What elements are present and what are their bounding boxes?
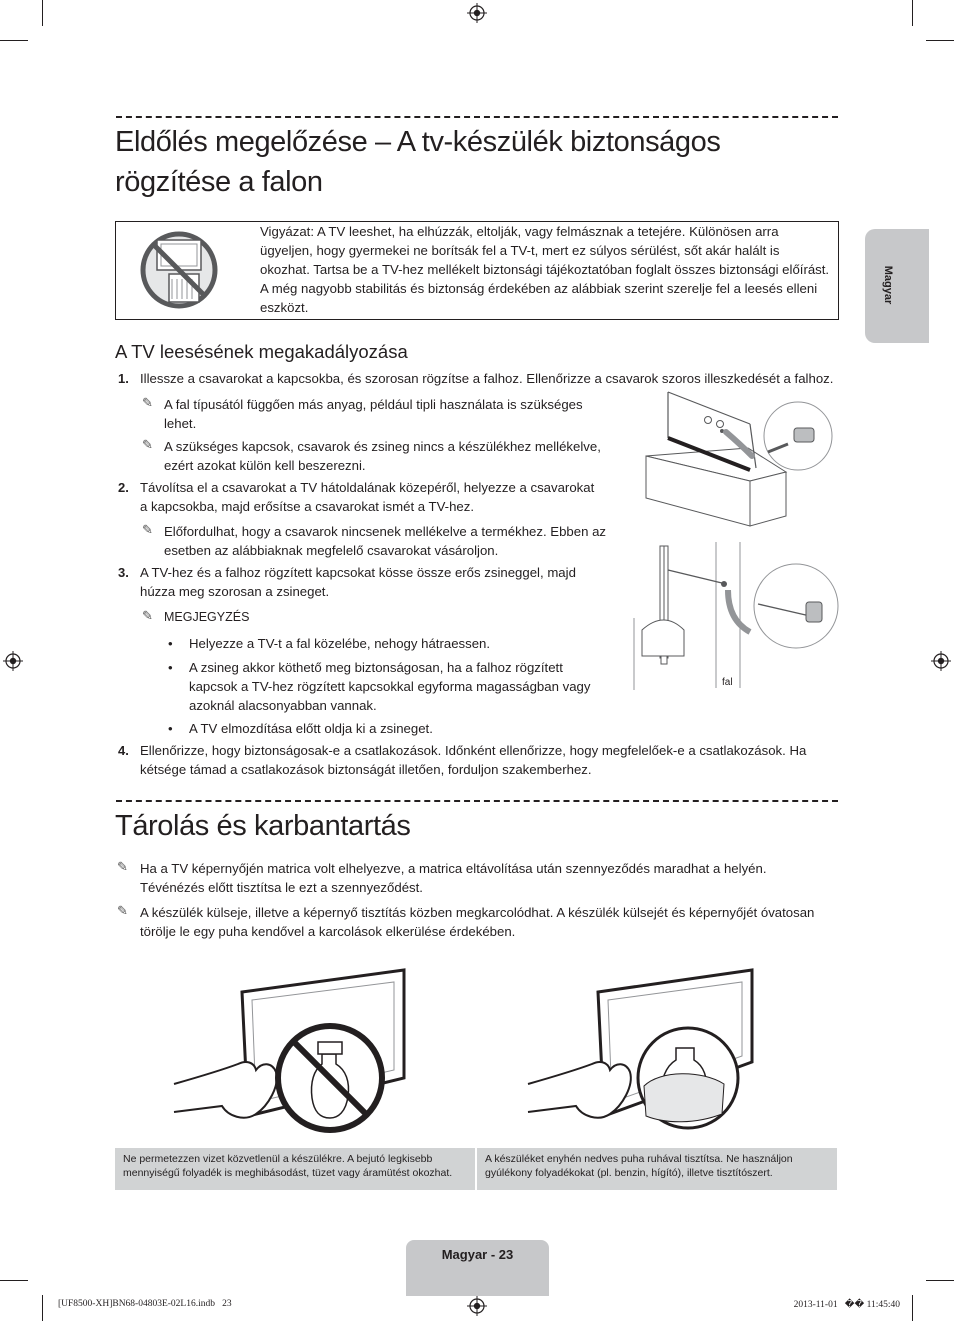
print-timestamp: 2013-11-01 �� 11:45:40 — [793, 1300, 900, 1310]
note-pencil-icon: ✎ — [117, 859, 128, 874]
section-divider — [116, 116, 838, 118]
language-side-tab — [865, 229, 929, 343]
crop-mark — [0, 40, 28, 41]
crop-mark — [926, 40, 954, 41]
note-text: Előfordulhat, hogy a csavarok nincsenek mellékelve a termékhez. Ebben az esetben az alábbiaknak megfelelő csavarokat vásároljon. — [164, 524, 607, 558]
subsection-title: A TV leesésének megakadályozása — [115, 341, 408, 362]
section-title: Tárolás és karbantartás — [115, 810, 411, 842]
language-side-tab-label: Magyar — [882, 265, 894, 305]
note-text: A készülék külseje, illetve a képernyő tisztítás közben megkarcolódhat. A készülék külsejét és képernyőjét óvatosan törölje le egy puha kendővel a karcolások elkerülése érdekében. — [140, 905, 815, 939]
note-text: A fal típusától függően más anyag, például tipli használata is szükséges lehet. — [164, 397, 583, 431]
wall-cord-illustration — [630, 540, 840, 690]
soft-cloth-wipe-illustration — [526, 966, 766, 1142]
note-pencil-icon: ✎ — [117, 903, 128, 918]
wall-label: fal — [722, 677, 733, 688]
caption-right: A készüléket enyhén nedves puha ruhával tisztítsa. Ne használjon gyúlékony folyadékokat (pl. benzin, hígító), illetve tisztítószert. — [477, 1148, 837, 1190]
note-pencil-icon: ✎ — [142, 608, 153, 623]
step-number: 3. — [118, 565, 129, 580]
note-pencil-icon: ✎ — [142, 522, 153, 537]
registration-mark-icon — [931, 651, 951, 671]
note-text: Ha a TV képernyőjén matrica volt elhelyezve, a matrica eltávolítása után szennyeződés maradhat a helyén. Tévénézés előtt tisztítsa le ezt a szennyeződést. — [140, 861, 767, 895]
bullet-text: A zsineg akkor köthető meg biztonságosan, ha a falhoz rögzített kapcsok a TV-hez rögzített kapcsokkal egyforma magasságban vagy azoknál alacsonyabban vannak. — [189, 660, 591, 713]
spray-prohibited-illustration — [172, 966, 412, 1142]
registration-mark-icon — [3, 651, 23, 671]
registration-mark-icon — [467, 1296, 487, 1316]
registration-mark-icon — [467, 3, 487, 23]
step-text: Ellenőrizze, hogy biztonságosak-e a csatlakozások. Időnként ellenőrizze, hogy megfelelőek-e a csatlakozások. Ha kétsége támad a csatlakozások biztonságát illetően, forduljon szakemberhez. — [140, 743, 807, 777]
step-number: 4. — [118, 743, 129, 758]
section-title: Eldőlés megelőzése – A tv-készülék biztonságos rögzítése a falon — [115, 126, 721, 198]
step-text: A TV-hez és a falhoz rögzített kapcsokat kösse össze erős zsineggel, majd húzza meg szorosan a zsineget. — [140, 565, 576, 599]
caption-left: Ne permetezzen vizet közvetlenül a készülékre. A bejutó legkisebb mennyiségű folyadék is meghibásodást, tüzet vagy áramütést okozhat. — [115, 1148, 475, 1190]
bullet-dot: • — [168, 636, 173, 651]
bullet-text: Helyezze a TV-t a fal közelébe, nehogy hátraessen. — [189, 636, 491, 651]
bullet-dot: • — [168, 721, 173, 736]
bullet-dot: • — [168, 660, 173, 675]
step-number: 1. — [118, 371, 129, 386]
file-info: [UF8500-XH]BN68-04803E-02L16.indb 23 — [58, 1299, 232, 1309]
step-text: Illessze a csavarokat a kapcsokba, és szorosan rögzítse a falhoz. Ellenőrizze a csavarok szoros illeszkedését a falhoz. — [140, 371, 834, 386]
section-divider — [116, 800, 838, 802]
crop-mark — [42, 0, 43, 26]
step-number: 2. — [118, 480, 129, 495]
crop-mark — [0, 1280, 28, 1281]
crop-mark — [912, 0, 913, 26]
note-title: MEGJEGYZÉS — [164, 610, 250, 624]
note-pencil-icon: ✎ — [142, 437, 153, 452]
crop-mark — [42, 1295, 43, 1321]
crop-mark — [912, 1295, 913, 1321]
crop-mark — [926, 1280, 954, 1281]
note-text: A szükséges kapcsok, csavarok és zsineg nincs a készülékhez mellékelve, ezért azokat külön kell beszerezni. — [164, 439, 601, 473]
bullet-text: A TV elmozdítása előtt oldja ki a zsineget. — [189, 721, 433, 736]
warning-text: Vigyázat: A TV leeshet, ha elhúzzák, eltolják, vagy felmásznak a tetejére. Különösen arra ügyeljen, hogy gyermekei ne borítsák fel a TV-t, mert ez súlyos sérülést, sőt akár halált is okozhat. Tartsa be a TV-hez mellékelt biztonsági tájékoztatóban foglalt összes biztonsági előírást. A még nagyobb stabilitás és biztonság érdekében az alábbiak szerint szerelje fel a leesés elleni eszközt. — [260, 224, 830, 315]
bracket-mount-illustration — [630, 386, 840, 528]
page-number-label: Magyar - 23 — [441, 1247, 514, 1262]
note-pencil-icon: ✎ — [142, 395, 153, 410]
warning-no-climb-icon — [139, 227, 219, 313]
step-text: Távolítsa el a csavarokat a TV hátoldalának közepéről, helyezze a csavarokat a kapcsokba, majd erősítse a csavarokat ismét a TV-hez. — [140, 480, 595, 514]
